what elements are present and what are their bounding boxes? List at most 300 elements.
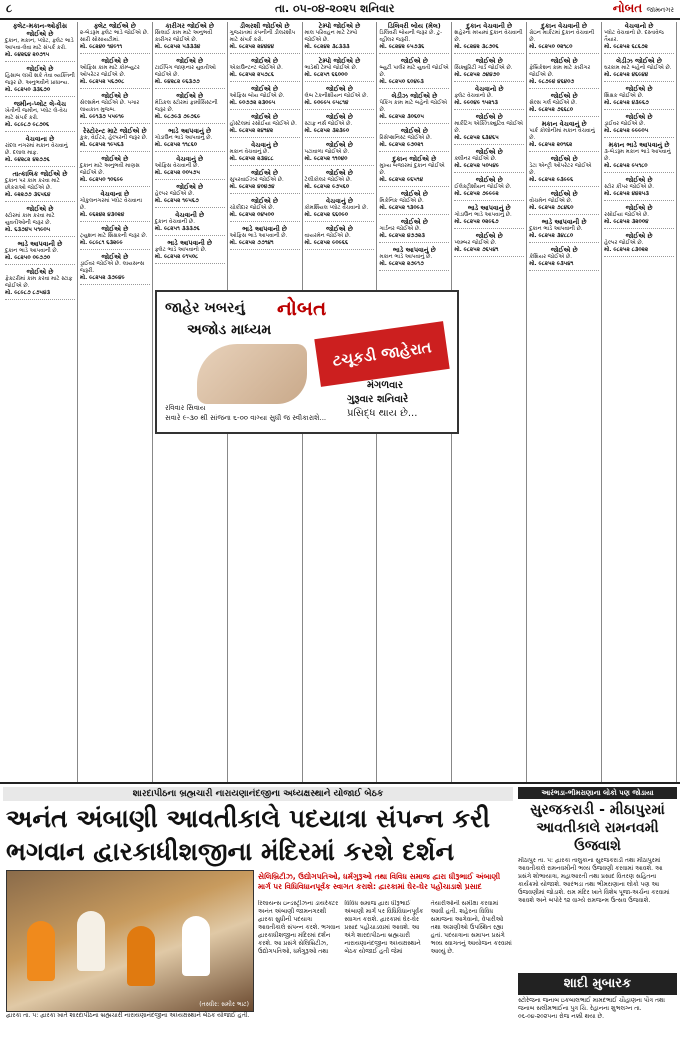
- ad-title: દુકાન જોઈએ છે: [392, 155, 437, 163]
- classified-ad: [5, 268, 75, 300]
- classified-ad: [230, 225, 300, 250]
- ad-title: જોઈએ છે: [475, 113, 503, 121]
- classified-ad: [5, 170, 75, 202]
- sidebar-story: [518, 787, 677, 1037]
- ad-title: જોઈએ છે: [550, 190, 578, 198]
- ad-phone: મો. ૯૮૨૪૦ ૧૪૯૧૧: [79, 44, 123, 50]
- classified-ad: [155, 92, 225, 124]
- issue-date: તા. ૦૫-૦૪-૨૦૨૫ શનિવાર: [275, 2, 395, 15]
- ad-body: ઓફિસ વેચવાની છે.: [154, 163, 200, 169]
- ad-phone: મો. ૯૮૯૮૭ ૯૮૭૦૬: [5, 122, 50, 128]
- classified-ad: [230, 57, 300, 82]
- ad-title: મકાન વેચવાનું છે: [541, 120, 587, 128]
- ad-body: રિસેપ્શનિસ્ટ જોઈએ છે.: [379, 135, 432, 141]
- classified-ad: [604, 204, 674, 229]
- classified-ad: [529, 120, 599, 152]
- ad-phone: મો. ૯૪૨૮૨ ૯૬૩૭૭: [154, 79, 200, 85]
- ad-title: દુકાન વેચવાની છે: [541, 22, 588, 30]
- ad-phone: મો. ૯૮૨૫૨ ૩૭૯૪૯: [79, 275, 125, 281]
- ad-phone: મો. ૯૮૨૫૨ ૧૯૫૬૭: [154, 198, 199, 204]
- ad-phone: મો. ૯૦૯૯૫ ૯૫૮૧૪: [304, 100, 349, 106]
- classified-ad: [454, 204, 524, 229]
- ad-title: જોઈએ છે: [26, 268, 54, 276]
- section-divider: [0, 782, 680, 784]
- ad-title: જોઈએ છે: [326, 85, 353, 93]
- promo-line-1: જાહેર ખબરનું: [165, 300, 245, 316]
- classified-ad: [155, 57, 225, 89]
- ad-body: ઈલેક્ટ્રીશીયન જોઈએ છે.: [454, 184, 512, 190]
- classified-ad: [5, 65, 75, 97]
- ad-title: લેડીઝ જોઈએ છે: [616, 57, 662, 65]
- ad-title: જોઈએ છે: [26, 65, 54, 73]
- classified-ad: [80, 92, 150, 124]
- ad-phone: મો. ૯૯૦૪૯ ૧૫૨૧૩: [454, 100, 498, 106]
- ad-title: જોઈએ છે: [176, 92, 204, 100]
- ad-title: જોઈએ છે: [475, 148, 503, 156]
- ad-phone: મો. ૯૮૨૫૨ ૯૯૯૦૫: [604, 128, 649, 134]
- ad-body: સિલાઈ કામ માટે અનુભવી કારીગર જોઈએ છે.: [154, 30, 213, 43]
- classified-ad: [529, 246, 599, 271]
- ad-body: દુકાન ભાડે આપવાની છે.: [529, 226, 583, 232]
- ad-title: જોઈએ છે: [550, 57, 578, 65]
- classified-ad: [454, 22, 524, 54]
- ad-phone: મો. ૯૬૨૪૨ ૪૩૦૨૪: [79, 212, 125, 218]
- promo-brand: નોબત: [277, 296, 327, 320]
- ad-title: વેચવાના છે: [25, 135, 55, 143]
- ad-phone: મો. ૯૮૨૫૨ ૨૪૪૪૪: [229, 44, 275, 50]
- ad-phone: મો. ૯૮૨૫૨ ૯૦૯૬૬: [304, 240, 349, 246]
- ad-phone: મો. ૯૮૨૫૨ ૭૭૧૪૧: [229, 240, 274, 246]
- classified-ad: [5, 205, 75, 237]
- person-figure: [182, 916, 210, 976]
- ad-phone: મો. ૯૮૨૫૨ ૧૧૮૬૦: [154, 142, 198, 148]
- ad-title: વેચવાનો છે: [624, 22, 654, 30]
- story-kicker: શારદાપીઠના બ્રહ્મચારી નારાયણાનંદજીના અધ્યક્ષસ્થાને યોજાઈ બેઠક: [3, 787, 513, 801]
- ad-title: જોઈએ છે: [326, 169, 353, 177]
- ad-body: દુકાન, મકાન, પ્લોટ, ફ્લેટ ભાડે આપવા-લેવા માટે સંપર્ક કરો.: [5, 38, 74, 51]
- classified-ad: [604, 113, 674, 138]
- masthead-title: નોબત: [612, 1, 643, 15]
- ad-title: વેચવાનો છે: [474, 85, 504, 93]
- classified-ad: [379, 246, 449, 271]
- classified-ad: [80, 22, 150, 54]
- classified-ad: [305, 22, 375, 54]
- ad-body: મેડિકલ સ્ટોરમાં ફાર્માસિસ્ટની જરૂર છે.: [154, 100, 218, 113]
- classified-ad: [230, 141, 300, 166]
- ad-title: જોઈએ છે: [26, 205, 54, 213]
- classified-ad: [529, 22, 599, 54]
- ad-body: ઓફિસ ભાડે આપવાની છે.: [229, 233, 288, 239]
- ad-body: ડ્રાઈવર જોઈએ છે.: [604, 121, 646, 127]
- story-subhead: સેલિબ્રિટીઝ, ઉદ્યોગપતિઓ, ધર્મગુરૂઓ તથા વિવિધ સમાજ દ્વારા ધીરૂભાઈ અંબાણી માર્ગ પર વિધિવિધાનપૂર્વક સ્વાગત કરાશે: દ્વારકામાં ઘેર-ઘેર પહોંચાડાશે પ્રસાદ: [258, 872, 501, 891]
- classified-ad: [80, 57, 150, 89]
- ad-title: જોઈએ છે: [475, 176, 503, 184]
- ad-title: લેડીઝ જોઈએ છે: [391, 92, 438, 100]
- ad-title: ટેમ્પો જોઈએ છે: [318, 22, 361, 30]
- ad-title: જોઈએ છે: [475, 232, 503, 240]
- ad-phone: મો. ૯૮૨૫૨ ૭૬૬૮૦: [529, 107, 574, 113]
- ad-body: સ્ટાફ નર્સ જોઈએ છે.: [304, 121, 353, 127]
- ad-title: જોઈએ છે: [251, 197, 279, 205]
- ad-body: પ્લમ્બર જોઈએ છે.: [454, 240, 497, 246]
- ad-body: પાર્ક કોલોનીમાં મકાન વેચવાનું છે.: [529, 128, 595, 141]
- ad-body: હોસ્ટેલમાં રસોઈયા જોઈએ છે.: [229, 121, 297, 127]
- ad-body: માર્કેટિંગ એક્ઝિક્યુટિવ જોઈએ છે.: [454, 121, 523, 134]
- photo-caption: દ્વારકા તા. ૫: દ્વારકા ખાતે શારદાપીઠના બ્રહ્મચારી નારાયણાનંદજીના અધ્યક્ષસ્થાને બેઠક યોજાઈ હતી.: [6, 1012, 250, 1019]
- classified-ad: [230, 22, 300, 54]
- ad-phone: મો. ૯૮૨૫૨ ૪૦૪૭૪: [229, 184, 275, 190]
- ad-title: જોઈએ છે: [101, 225, 129, 233]
- ad-title: જોઈએ છે: [251, 57, 279, 65]
- ad-phone: મો. ૯૮૨૫૨ ૪૩૯૬૭: [604, 100, 649, 106]
- classified-ad: [379, 155, 449, 187]
- ad-phone: મો. ૯૮૨૫૨ ૧૯૫૬૩: [79, 142, 124, 148]
- classified-ad: [305, 197, 375, 222]
- ad-title: ભાડે આપવાની છે: [167, 239, 213, 247]
- ad-title: જોઈએ છે: [400, 218, 428, 226]
- ad-body: શહેરના મધ્યમાં દુકાન વેચવાની છે.: [454, 30, 523, 43]
- ad-title: જોઈએ છે: [625, 113, 653, 121]
- story-photo: [6, 870, 254, 1012]
- ad-title: જોઈએ છે: [101, 92, 129, 100]
- ad-body: રસોઈયા જોઈએ છે.: [604, 212, 650, 218]
- ad-phone: મો. ૯૮૨૫૦ ૧૦૬૯૯: [79, 177, 124, 183]
- classified-ad: [80, 127, 150, 152]
- classified-ad: [80, 253, 150, 285]
- ad-body: કુક, વેઈટર, હેલ્પરની જરૂર છે.: [79, 135, 148, 141]
- ad-phone: મો. ૯૮૨૫૨ ૯૩૫૪૧: [529, 261, 574, 267]
- ad-title: જોઈએ છે: [625, 85, 653, 93]
- ad-phone: મો. ૬૩૭૪૫ ૫૧૯૦૫: [5, 227, 51, 233]
- sidebar-headline: સુરજકરાડી - મીઠાપુરમાં આવતીકાલે રામનવમી ઉજવાશે: [530, 802, 665, 854]
- ad-title: જોઈએ છે: [326, 225, 353, 233]
- ad-phone: મો. ૯૮૨૫૨ ૫૦૫૪૯: [454, 163, 500, 169]
- ad-title: જોઈએ છે: [176, 183, 204, 191]
- ad-body: દુકાન ભાડે આપવાની છે.: [5, 248, 59, 254]
- ad-body: સુપરવાઈઝર જોઈએ છે.: [229, 177, 284, 183]
- ad-phone: મો. ૯૮૨૫૧ ૩૩૩૭૬: [154, 226, 200, 232]
- classified-ad: [604, 232, 674, 257]
- classified-ad: [155, 127, 225, 152]
- ad-body: સેલ્સમેન જોઈએ છે. પગાર લાયકાત મુજબ.: [79, 100, 140, 113]
- ad-phone: મો. ૯૮૨૫૨ ૯૫૧૮૦: [604, 163, 648, 169]
- ad-body: ગુજરાતમાં કંપનીની ડીલરશીપ માટે સંપર્ક કરો.: [229, 30, 296, 43]
- ad-phone: મો. ૯૮૨૫૨ ૭૮૪૬૦: [529, 205, 574, 211]
- ad-body: પટાવાળા જોઈએ છે.: [304, 149, 350, 155]
- ad-phone: મો. ૯૯૧૩૭ ૫૫૯૧૯: [79, 114, 125, 120]
- ad-body: દુકાન માટે અનુભવી માણસ જોઈએ છે.: [79, 163, 140, 176]
- classified-ad: [155, 211, 225, 236]
- masthead-logo: [613, 1, 674, 16]
- ad-phone: મો. ૯૮૨૫૨ ૭૪૪૭૦: [454, 72, 500, 78]
- ad-phone: મો. ૯૮૨૫૨ ૧૧૦૪૦: [304, 156, 348, 162]
- ad-body: હેલ્પર જોઈએ છે.: [604, 240, 644, 246]
- ad-phone: મો. ૯૮૨૫૨ ૮૩૦૨૨: [604, 247, 649, 253]
- classified-ad: [5, 240, 75, 265]
- ad-body: ટેલીકોલર જોઈએ છે.: [304, 177, 352, 183]
- ad-body: પ્લોટ વેચવાનો છે. દસ્તાવેજ તૈયાર.: [604, 30, 664, 43]
- ad-phone: મો. ૯૮૨૫૨ ૦૨૯૬૭: [454, 219, 499, 225]
- ad-body: ગોડાઉન ભાડે આપવાનું છે.: [154, 135, 213, 141]
- ad-title: જોઈએ છે: [251, 113, 279, 121]
- classified-ad: [454, 113, 524, 145]
- ad-phone: મો. ૯૮૨૫૨ ૪૪૨૫૩: [604, 191, 649, 197]
- classified-ad: [454, 85, 524, 110]
- ad-phone: મો. ૯૮૨૪૨ ૩૮૩૩૩: [304, 44, 350, 50]
- ad-title: ડીલરશી જોઈએ છે: [239, 22, 290, 30]
- ad-body: ખેતીની જમીન, પ્લોટ લે-વેચ માટે સંપર્ક કરો.: [5, 108, 68, 121]
- ad-phone: મો. ૯૮૨૫૨ ૯૩૯૯૬: [529, 177, 574, 183]
- ad-title: મકાન ભાડે આપવાનું છે: [608, 141, 670, 149]
- ad-phone: મો. ૯૮૨૫૨ ૨૪૧૪૨: [229, 128, 274, 134]
- ad-body: લેબ ટેકનીશીયન જોઈએ છે.: [304, 93, 369, 99]
- classified-ad: [454, 148, 524, 173]
- ad-title: જમીન-પ્લોટ લે-વેચ: [13, 100, 67, 108]
- ad-phone: મો. ૯૮૨૫૨ ૯૭૦૨૧: [379, 142, 424, 148]
- ad-phone: મો. ૯૮૨૫૦ ૦૯૭૭૦: [5, 255, 51, 261]
- classified-ad: [454, 57, 524, 82]
- classified-ad: [529, 218, 599, 243]
- promo-sunday-note: રવિવાર સિવાય: [165, 404, 206, 412]
- photo-credit: (તસ્વીર: સમીર ભાટ): [199, 1001, 249, 1008]
- promo-line-2: અજોડ માધ્યમ: [187, 322, 272, 338]
- ad-title: જોઈએ છે: [475, 57, 503, 65]
- ad-body: ઘરકામ માટે બહેનો જોઈએ છે.: [604, 65, 672, 71]
- classified-ad: [529, 92, 599, 117]
- ad-title: રેસ્ટોરન્ટ માટે જોઈએ છે: [82, 127, 147, 135]
- ad-phone: મો. ૯૮૨૫૨ ૩૪૮૮૦: [529, 233, 574, 239]
- classified-ad: [5, 22, 75, 62]
- ad-body: ગોકુલનગરમાં પ્લોટ વેચવાના છે.: [79, 198, 143, 211]
- ad-title: જોઈએ છે: [400, 190, 428, 198]
- ad-phone: મો. ૯૮૯૮૭ ૮૭૫૪૩: [5, 290, 51, 296]
- classified-ad: [305, 113, 375, 138]
- ad-body: રાંદલ નગરમાં મકાન વેચવાનું છે. દલાલ માફ.: [5, 143, 68, 156]
- ad-body: દુકાન પર કામ કરવા માટે છોકરાઓ જોઈએ છે.: [5, 178, 60, 191]
- ad-title: વેચવાનું છે: [251, 141, 279, 149]
- classified-ad: [155, 183, 225, 208]
- ad-phone: મો. ૯૮૨૫૨ ૨૭૯૧૭: [379, 261, 424, 267]
- ad-body: સ્ટોર કીપર જોઈએ છે.: [604, 184, 654, 190]
- ad-phone: મો. ૯૮૨૫૨ ૬૩૪૬૫: [454, 135, 499, 141]
- ad-title: ભાડે આપવાનું છે: [168, 127, 212, 135]
- classified-ad: [379, 218, 449, 243]
- classified-ad: [155, 22, 225, 54]
- ad-title: જોઈએ છે: [550, 246, 578, 254]
- ad-title: વેચવાનું છે: [176, 155, 204, 163]
- ad-body: કોમર્શિયલ પ્લોટ વેચવાનો છે.: [304, 205, 369, 211]
- ad-body: માલ પરિવહન માટે ટેમ્પો જોઈએ છે.: [304, 30, 358, 43]
- classified-ad: [80, 225, 150, 250]
- ad-body: ચોકીદાર જોઈએ છે.: [229, 205, 275, 211]
- classified-ad: [155, 239, 225, 264]
- ad-phone: મો. ૯૮૨૫૦ ૬૦૪૯૩: [379, 79, 424, 85]
- ad-phone: મો. ૯૮૨૫૨ ૯૭૫૬૦: [304, 184, 350, 190]
- ad-body: હેલ્પર જોઈએ છે.: [154, 191, 195, 197]
- page-header: [0, 0, 680, 20]
- ad-phone: મો. ૯૮૨૫૨ ૨૩૪૮૮: [229, 156, 274, 162]
- ad-body: ટ્યુશન માટે શિક્ષકની જરૂર છે.: [79, 233, 148, 239]
- ad-title: જોઈએ છે: [625, 204, 653, 212]
- ad-body: ટાઈપિંગ જાણનાર યુવતીઓ જોઈએ છે.: [154, 65, 216, 78]
- ad-phone: મો. ૯૮૨૫૨ ૬૮૬૭૨: [604, 44, 648, 50]
- ad-phone: મો. ૯૮૨૫૨ ૨૫૭૮૬: [229, 72, 274, 78]
- story-headline: અનંત અંબાણી આવતીકાલે પદયાત્રા સંપન્ન કરી ભગવાન દ્વારકાધીશજીના મંદિરમાં કરશે દર્શન: [6, 804, 491, 866]
- classified-promo-box: [155, 290, 459, 434]
- classified-column: [527, 22, 602, 782]
- classified-ad: [230, 169, 300, 194]
- ad-body: ડેટા એન્ટ્રી ઓપરેટર જોઈએ છે.: [529, 163, 592, 176]
- ad-body: મકાન ભાડે આપવાનું છે.: [379, 254, 433, 260]
- ad-body: ઓફિસ કામ માટે કોમ્પ્યુટર ઓપરેટર જોઈએ છે.: [79, 65, 140, 78]
- ad-body: સિક્યુરિટી ગાર્ડ જોઈએ છે.: [454, 65, 513, 71]
- classified-ad: [604, 57, 674, 82]
- ad-title: વેચવાનું છે: [325, 197, 353, 205]
- ad-body: ગાર્ડનર જોઈએ છે.: [379, 226, 421, 232]
- ad-phone: મો. ૯૮૨૫૨ ૦૦૫૭૫: [154, 170, 200, 176]
- sidebar-kicker: આરંભડા-ભીમરાણાના લોકો પણ જોડાયા: [518, 787, 677, 799]
- ad-phone: મો. ૯૮૯૮૧ ૬૩૨૯૯: [79, 240, 123, 246]
- ad-phone: મો. ૯૮૨૫૨ ૫૩૩૩૪: [154, 44, 201, 50]
- classified-ad: [604, 85, 674, 110]
- ad-phone: મો. ૯૪૨૮૨ ૪૨૭૭૬: [5, 157, 50, 163]
- ad-phone: મો. ૯૮૨૫૨ ૫૬૭૦૮: [79, 79, 125, 85]
- ad-phone: મો. ૯૨૨૭૭ ૩૬૫૬૪: [5, 192, 51, 198]
- ad-body: કેશિયર જોઈએ છે.: [529, 254, 573, 260]
- ad-title: ભાડે આપવાની છે: [17, 240, 63, 248]
- classified-ad: [379, 92, 449, 124]
- masthead-city: જામનગર: [646, 6, 674, 14]
- classified-ad: [454, 232, 524, 257]
- ad-body: સ્ટોરમાં કામ કરવા માટે યુવતીઓની જરૂર છે.: [5, 213, 55, 226]
- ad-phone: મો. ૯૦૭૭૨ ૨૩૦૯૫: [229, 100, 276, 106]
- ad-title: ફ્લેટ-મકાન-ઓફીસ જોઈએ છે: [12, 22, 67, 38]
- ad-phone: મો. ૯૮૨૫૨ ૬૬૦૯૦: [304, 212, 349, 218]
- ad-phone: મો. ૯૮૨૫૦ ૩૩૬૭૦: [5, 87, 51, 93]
- classified-column: [78, 22, 153, 782]
- classified-ad: [379, 127, 449, 152]
- ad-body: ફ્લેટ ભાડે આપવાનો છે.: [154, 247, 207, 253]
- ad-title: ટેમ્પો જોઈએ છે: [318, 57, 361, 65]
- ad-body: ફેબ્રિકેશન કામ માટે કારીગર જોઈએ છે.: [529, 65, 591, 78]
- sidebar-body: મીઠાપુર તા. ૫: દ્વારકા તાલુકાના સુરજકરાડી તથા મીઠાપુરમાં આવતીકાલે રામનવમીની ભવ્ય ઉજવણી કરવામાં આવશે. આ પ્રસંગે શોભાયાત્રા, મહાઆરતી તથા પ્રસાદ વિતરણ સહિતના કાર્યક્રમો યોજાશે. આરંભડા તથા ભીમરાણાના લોકો પણ આ ઉજવણીમાં જોડાશે. રામ મંદિર ખાતે વિશેષ પૂજા-અર્ચના કરવામાં આવશે અને બપોરે ૧૨ વાગ્યે રામજન્મ ઉત્સવ ઉજવાશે.: [518, 857, 670, 904]
- ad-body: શિક્ષક જોઈએ છે.: [604, 93, 644, 99]
- classified-ad: [604, 176, 674, 201]
- ad-title: દુકાન વેચવાની છે: [466, 22, 513, 30]
- ad-phone: મો. ૯૮૨૫૦ ૦૨૧૮૦: [529, 44, 573, 50]
- ad-phone: મો. ૯૮૭૯૪ ૪૬૪૦૭: [529, 79, 575, 85]
- ad-phone: મો. ૯૮૨૪૨ ૩૮૭૦૬: [454, 44, 499, 50]
- shadi-mubarak-banner: શાદી મુબારક: [518, 973, 677, 995]
- ad-title: જોઈએ છે: [625, 232, 653, 240]
- promo-days-2: ગુરૂવાર શનિવારે: [347, 394, 409, 405]
- ad-body: ૨-બેડરૂમ ફ્લેટ ભાડે જોઈએ છે. સારી સોસાયટીમાં.: [79, 30, 149, 43]
- classified-ad: [305, 141, 375, 166]
- classified-ad: [230, 113, 300, 138]
- ad-body: ૩-બેડરૂમ મકાન ભાડે આપવાનું છે.: [604, 149, 671, 162]
- ad-title: જોઈએ છે: [101, 57, 129, 65]
- ad-phone: મો. ૯૮૨૪૨ ૯૫૭૩૬: [379, 44, 425, 50]
- classified-ad: [80, 190, 150, 222]
- hand-illustration: [197, 344, 307, 404]
- ad-phone: મો. ૯૮૨૫૨ ૩૦૬૦૫: [379, 114, 424, 120]
- ad-body: મિકેનિક જોઈએ છે.: [379, 198, 424, 204]
- ad-title: જોઈએ છે: [101, 253, 129, 261]
- ad-title: ફ્લેટ જોઈએ છે: [93, 22, 136, 30]
- ad-title: જોઈએ છે: [550, 155, 578, 163]
- ad-body: ડિલિવરી બોયની જરૂર છે. ટુ-વ્હીલર જરૂરી.: [379, 30, 443, 43]
- classified-ad: [230, 197, 300, 222]
- classified-ad: [529, 57, 599, 89]
- ad-phone: મો. ૯૪૨૬૪ ૨૦૭૧૫: [5, 52, 50, 58]
- ad-title: જોઈએ છે: [400, 127, 428, 135]
- story-body: રિલાયન્સ ઇન્ડસ્ટ્રીઝના ડાયરેક્ટર અનંત અંબાણી જામનગરથી દ્વારકા સુધીની પદયાત્રા આવતીકાલે સંપન્ન કરશે. ભગવાન દ્વારકાધીશજીના મંદિરમાં દર્શન કરશે. આ પ્રસંગે સેલિબ્રિટીઝ, ઉદ્યોગપતિઓ, ધર્મગુરૂઓ તથા વિવિધ સમાજ દ્વારા ધીરૂભાઈ અંબાણી માર્ગ પર વિધિવિધાનપૂર્વક સ્વાગત કરાશે. દ્વારકામાં ઘેર-ઘેર પ્રસાદ પહોંચાડવામાં આવશે. આ અંગે શારદાપીઠના બ્રહ્મચારી નારાયણાનંદજીના અધ્યક્ષસ્થાને બેઠક યોજાઈ હતી જેમાં તૈયારીઓની સમીક્ષા કરવામાં આવી હતી. શહેરના વિવિધ સમાજના આગેવાનો, વેપારીઓ તથા અગ્રણીઓ ઉપસ્થિત રહ્યા હતાં. પદયાત્રાના સમાપન પ્રસંગે ભવ્ય સ્વાગતનું આયોજન કરવામાં આવ્યું છે.: [258, 900, 512, 955]
- classified-ad: [80, 155, 150, 187]
- ad-title: જોઈએ છે: [326, 141, 353, 149]
- person-figure: [127, 926, 155, 986]
- ad-body: હિસાબ લખી શકે તેવા વ્યક્તિની જરૂર છે. અનુભવીને પ્રાધાન્ય.: [5, 73, 75, 86]
- ad-phone: મો. ૯૮૨૫૨ ૩૨૦૦૪: [604, 219, 649, 225]
- ad-phone: મો. ૯૮૨૫૨ ૯૬૫૧૪: [379, 177, 424, 183]
- classified-ad: [230, 85, 300, 110]
- person-figure: [27, 921, 55, 981]
- ad-title: જોઈએ છે: [251, 85, 279, 93]
- classified-ad: [379, 190, 449, 215]
- ad-phone: મો. ૯૮૨૫૨ ૦૪૫૦૦: [229, 212, 275, 218]
- ad-title: જોઈએ છે: [251, 169, 279, 177]
- ad-phone: મો. ૯૮૨૫૨ ૪૬૯૪૪: [604, 72, 649, 78]
- ad-body: વોચમેન જોઈએ છે.: [529, 198, 573, 204]
- ad-body: ભાડેથી ટેમ્પો જોઈએ છે.: [304, 65, 358, 71]
- ad-body: ફ્લેટ વેચવાનો છે.: [454, 93, 493, 99]
- promo-days-3: પ્રસિદ્ધ થાય છે...: [347, 408, 418, 419]
- promo-days-1: મંગળવાર: [367, 380, 404, 391]
- page-number: ૮: [6, 2, 13, 15]
- ad-title: વેચવાની છે: [175, 211, 205, 219]
- ad-title: કારીગર જોઈએ છે: [165, 22, 215, 30]
- classified-ad: [604, 22, 674, 54]
- classified-ad: [454, 176, 524, 201]
- ad-title: જોઈએ છે: [625, 176, 653, 184]
- ad-phone: મો. ૯૮૨૫૨ ૭૯૯૯૨: [454, 191, 499, 197]
- ad-title: ભાડે આપવાનું છે: [467, 204, 511, 212]
- ad-title: વેચવાના છે: [100, 190, 130, 198]
- ad-title: જોઈએ છે: [326, 113, 353, 121]
- ad-title: ભાડે આપવાની છે: [242, 225, 287, 233]
- ad-title: જોઈએ છે: [400, 57, 428, 65]
- person-figure: [77, 911, 105, 971]
- classified-ad: [5, 135, 75, 167]
- ad-title: ભાડે આપવાની છે: [541, 218, 587, 226]
- classified-ad: [155, 155, 225, 180]
- classified-column: [602, 22, 677, 782]
- ad-body: ગ્રેઇન માર્કેટમાં દુકાન વેચવાની છે.: [529, 30, 595, 43]
- ad-body: ગોડાઉન ભાડે આપવાનું છે.: [454, 212, 512, 218]
- ad-phone: મો. ૯૮૨૫૧ ૬૬૦૦૦: [304, 72, 348, 78]
- ad-title: ભાડે આપવાનું છે: [392, 246, 436, 254]
- ad-body: ઓફિસ બોય જોઈએ છે.: [229, 93, 285, 99]
- ad-body: દુકાન વેચવાની છે.: [154, 219, 195, 225]
- ad-body: ફેક્ટરીમાં કામ કરવા માટે સ્ટાફ જોઈએ છે.: [5, 276, 73, 289]
- classified-ad: [305, 85, 375, 110]
- ad-body: બ્યુટી પાર્લર માટે યુવતી જોઈએ છે.: [379, 65, 449, 78]
- ad-title: જોઈએ છે: [176, 57, 204, 65]
- ad-title: જોઈએ છે: [550, 92, 578, 100]
- ad-body: ક્લીનર જોઈએ છે.: [454, 156, 497, 162]
- classified-ad: [305, 57, 375, 82]
- ad-body: મુખ્ય બજારમાં દુકાન જોઈએ છે.: [379, 163, 445, 176]
- ad-title: જોઈએ છે: [101, 155, 129, 163]
